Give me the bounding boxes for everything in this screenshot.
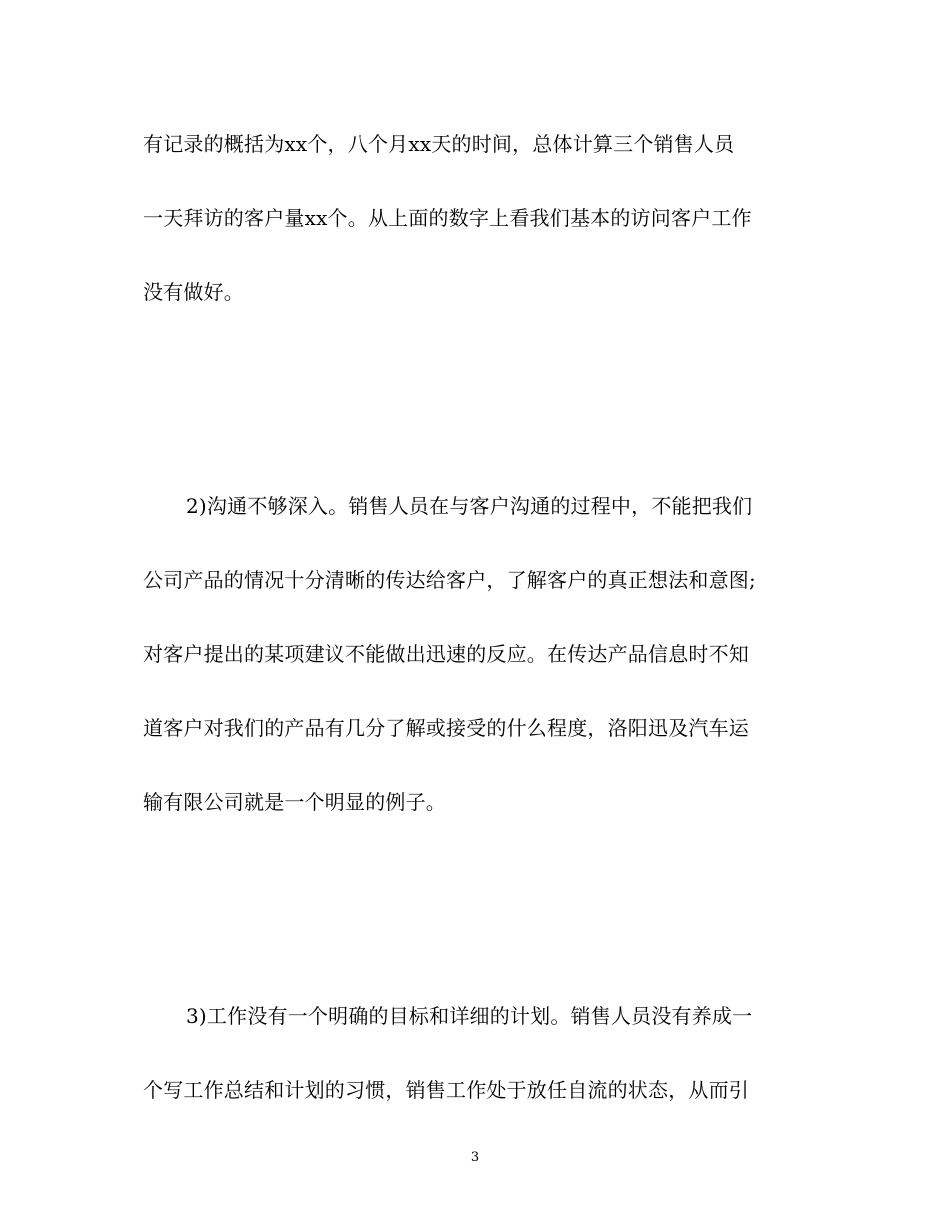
paragraph-3-line-1: 3)工作没有一个明确的目标和详细的计划。销售人员没有养成一 bbox=[186, 1004, 753, 1028]
paragraph-2-line-1: 2)沟通不够深入。销售人员在与客户沟通的过程中，不能把我们 bbox=[186, 494, 753, 518]
paragraph-1-line-3: 没有做好。 bbox=[143, 280, 244, 304]
paragraph-2-line-3: 对客户提出的某项建议不能做出迅速的反应。在传达产品信息时不知 bbox=[143, 642, 749, 666]
paragraph-3-line-2: 个写工作总结和计划的习惯，销售工作处于放任自流的状态，从而引 bbox=[143, 1078, 749, 1102]
paragraph-1-line-1: 有记录的概括为xx个，八个月xx天的时间，总体计算三个销售人员 bbox=[143, 132, 735, 156]
paragraph-2-line-4: 道客户对我们的产品有几分了解或接受的什么程度，洛阳迅及汽车运 bbox=[143, 716, 749, 740]
paragraph-2-line-5: 输有限公司就是一个明显的例子。 bbox=[143, 790, 446, 814]
paragraph-1-line-2: 一天拜访的客户量xx个。从上面的数字上看我们基本的访问客户工作 bbox=[143, 206, 752, 230]
page-number: 3 bbox=[470, 1150, 480, 1165]
paragraph-2-line-2: 公司产品的情况十分清晰的传达给客户，了解客户的真正想法和意图; bbox=[143, 568, 756, 592]
